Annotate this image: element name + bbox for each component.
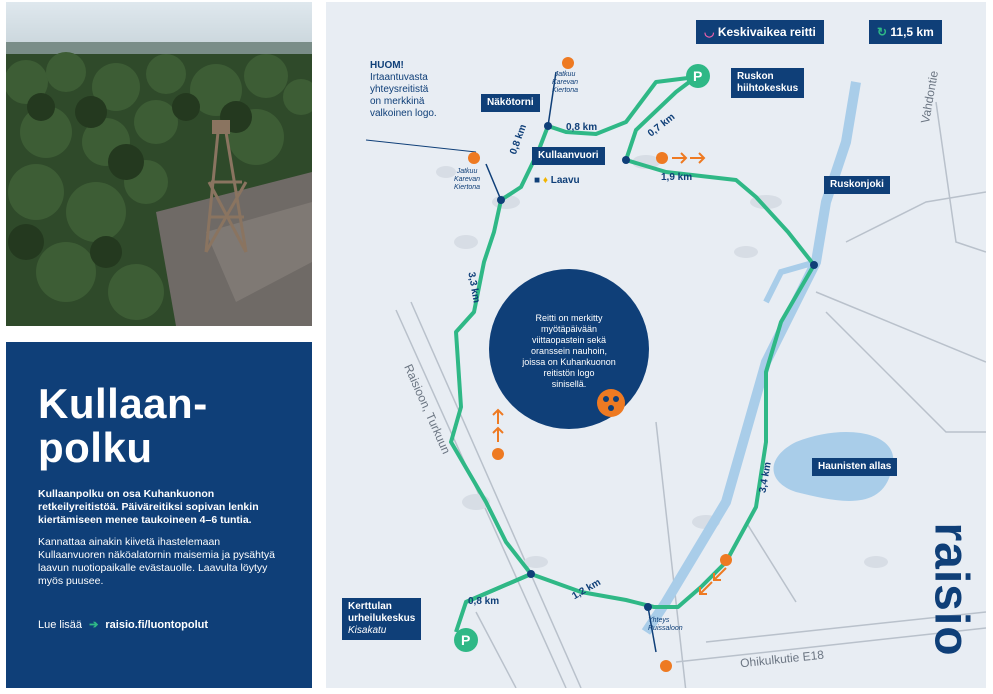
smile-icon: ◡ <box>704 25 715 39</box>
ruskon-line-1: Ruskon <box>737 71 774 82</box>
laavu-label <box>534 175 580 186</box>
distance-label: 3,4 km <box>757 461 774 494</box>
ruskon-line-2: hiihtokeskus <box>737 83 799 94</box>
label-ruskonjoki: Ruskonjoki <box>824 176 890 194</box>
huom-note <box>370 60 437 120</box>
raisio-wordmark: raisio <box>924 522 978 657</box>
raisio-logo <box>924 502 978 672</box>
trail-title <box>38 382 208 470</box>
parking-icon: P <box>461 632 471 648</box>
arrow-right-icon: ➔ <box>89 619 99 631</box>
cont-line: Kiertona <box>454 184 481 191</box>
distance-label: 1,2 km <box>570 576 603 603</box>
distance-label: 0,8 km <box>468 596 500 607</box>
trail-map <box>326 2 986 688</box>
loop-arrow-icon: ↻ <box>877 25 888 39</box>
route-marking-info <box>489 269 649 429</box>
shelter-icon: ■ <box>534 175 541 186</box>
label-ruskon-hiihtokeskus <box>731 68 804 98</box>
distance-label: 0,8 km <box>566 122 598 133</box>
label-haunisten-allas: Haunisten allas <box>812 458 897 476</box>
note-line: on merkkinä <box>370 96 425 107</box>
body-text: Kannattaa ainakin kiivetä ihastelemaan Kullaanvuoren näköalatornin maisemia ja pysähtyä laavun nuotiopaikalle evästauolle. Laavulta löytyy myös puusee. <box>38 536 275 587</box>
title-line-1: Kullaan- <box>38 380 208 427</box>
center-line: oranssein nauhoin, <box>530 346 608 356</box>
note-line: yhteysreitistä <box>370 84 429 95</box>
kerttula-line-1: Kerttulan <box>348 601 392 612</box>
length-badge <box>869 20 942 44</box>
road-raisioon: Raisioon, Turkuun <box>401 362 454 457</box>
label-kullaanvuori: Kullaanvuori <box>532 147 605 165</box>
laavu-text: Laavu <box>550 175 580 186</box>
distance-label: 0,8 km <box>508 122 530 157</box>
distance-label: 0,7 km <box>645 111 678 140</box>
length-label: 11,5 km <box>890 25 934 39</box>
kuhankuono-logo-icon <box>489 269 649 429</box>
title-line-2: polku <box>38 424 153 471</box>
kerttula-line-2: urheilukeskus <box>348 613 416 624</box>
cont-line: Jatkuu <box>554 71 576 78</box>
center-line: reitistön logo <box>543 368 595 378</box>
center-line: sinisellä. <box>551 379 587 389</box>
info-panel <box>6 342 312 688</box>
continues-left <box>454 168 480 192</box>
intro-text: Kullaanpolku on osa Kuhankuonon retkeilyreitistöä. Päiväreitiksi sopivan lenkin kiertämiseen menee taukoineen 4–6 tuntia. <box>38 488 259 526</box>
label-nakotorni: Näkötorni <box>481 94 540 112</box>
continues-top <box>552 71 578 95</box>
read-more-label: Lue lisää <box>38 619 83 631</box>
distance-label: 1,9 km <box>661 172 693 183</box>
fire-icon: ♦ <box>542 175 548 186</box>
distance-label: 3,3 km <box>465 271 482 304</box>
cont-line: Ruissaloon <box>648 625 683 632</box>
road-ohikulkutie: Ohikulkutie E18 <box>739 647 825 671</box>
cont-line: Kiertona <box>552 87 579 94</box>
continues-bottom <box>648 617 683 633</box>
kerttula-sub: Kisakatu <box>348 625 387 636</box>
center-line: joissa on Kuhankuonon <box>522 357 616 367</box>
road-vahdontie: Vahdontie <box>918 69 942 125</box>
label-kerttula <box>342 598 421 640</box>
center-line: viittaopastein sekä <box>531 335 607 345</box>
center-line: Reitti on merkitty <box>535 313 603 323</box>
read-more <box>38 618 208 631</box>
cont-line: Karevan <box>552 79 579 86</box>
parking-icon: P <box>693 68 703 84</box>
note-line: Irtaantuvasta <box>370 72 428 83</box>
note-line: valkoinen logo. <box>370 108 437 119</box>
forest-photo <box>6 2 312 326</box>
difficulty-label: Keskivaikea reitti <box>717 25 816 39</box>
difficulty-badge <box>696 20 824 44</box>
center-line: myötäpäivään <box>540 324 598 334</box>
cont-line: Yhteys <box>648 617 670 624</box>
note-title: HUOM! <box>370 60 404 71</box>
read-more-link[interactable]: raisio.fi/luontopolut <box>105 619 209 631</box>
cont-line: Karevan <box>454 176 481 183</box>
cont-line: Jatkuu <box>456 168 478 175</box>
